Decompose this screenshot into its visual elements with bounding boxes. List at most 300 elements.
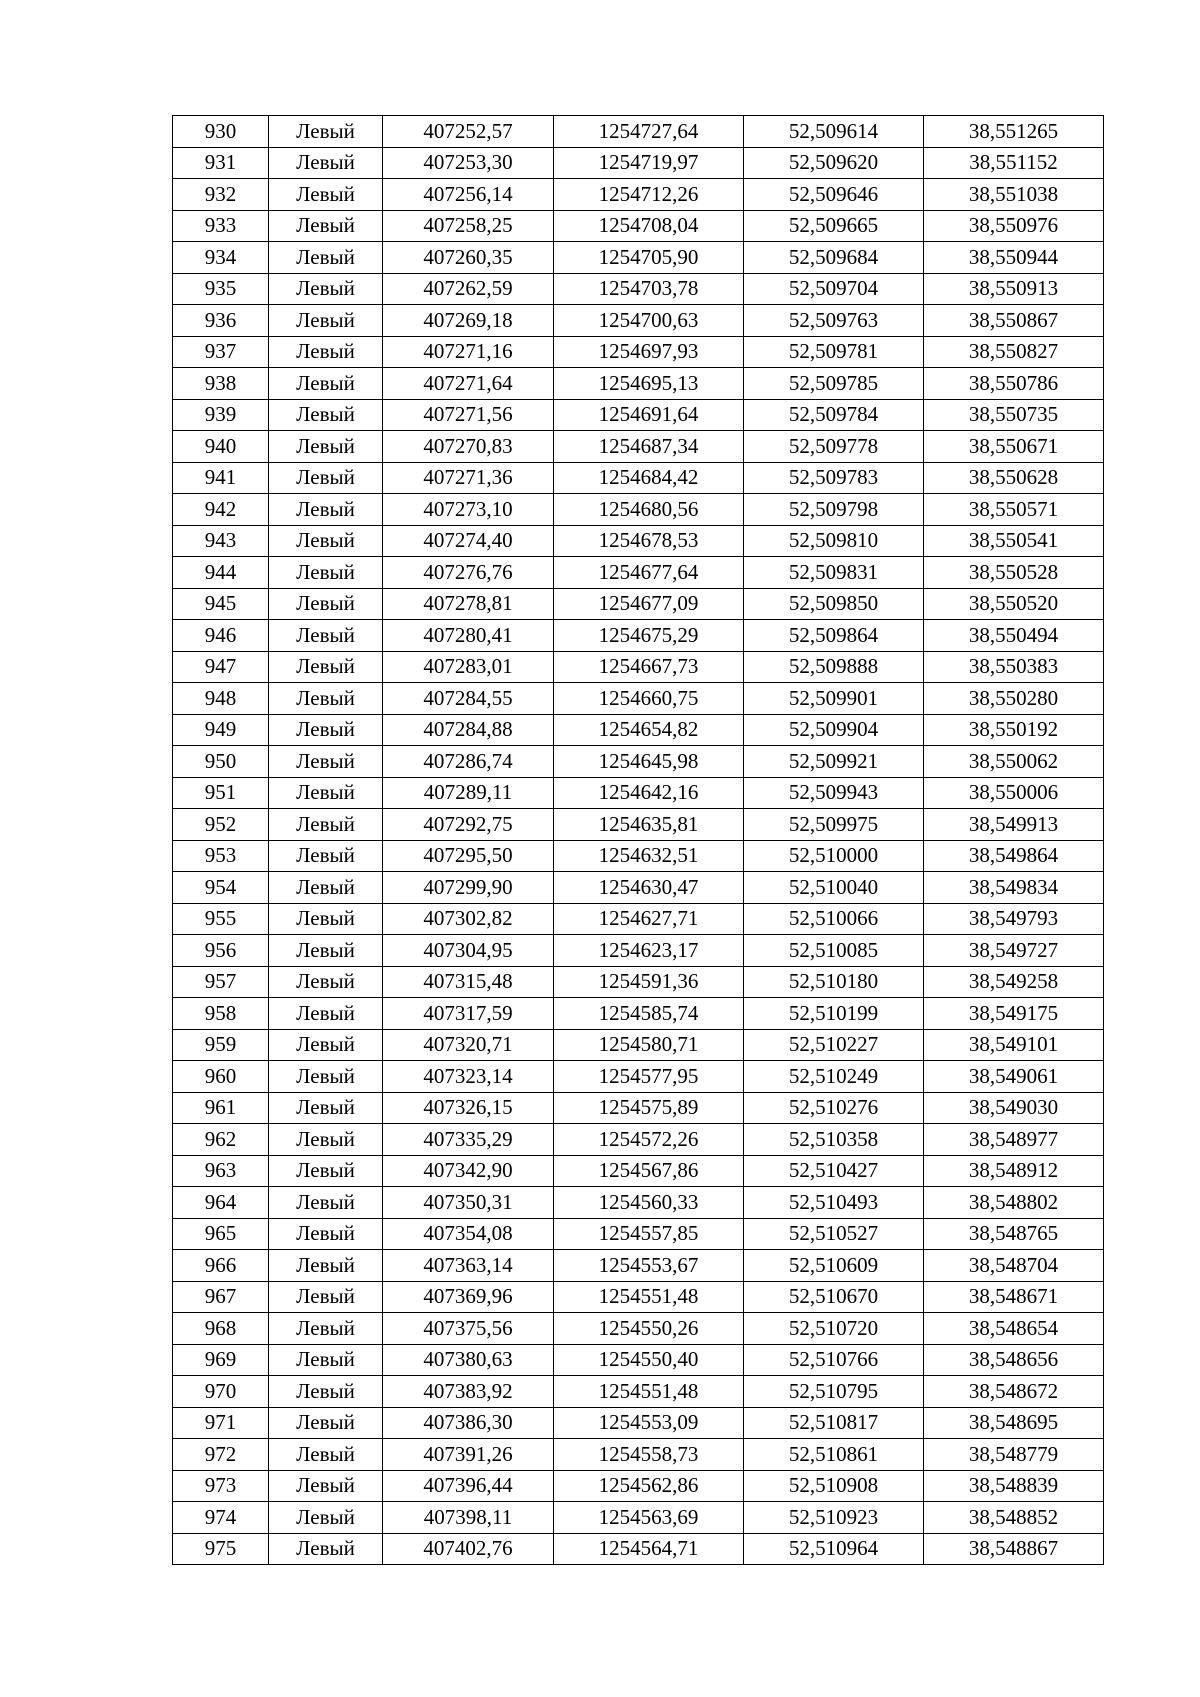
- longitude-cell: 38,550628: [924, 462, 1104, 494]
- table-row: [173, 1061, 1104, 1093]
- y-coordinate-cell: 1254695,13: [554, 368, 744, 400]
- side-cell: Левый: [269, 777, 383, 809]
- side-cell: Левый: [269, 1533, 383, 1565]
- point-number-cell: 957: [173, 966, 269, 998]
- longitude-cell: 38,549258: [924, 966, 1104, 998]
- table-row: [173, 588, 1104, 620]
- latitude-cell: 52,509665: [744, 210, 924, 242]
- x-coordinate-cell: 407271,16: [383, 336, 554, 368]
- latitude-cell: 52,509783: [744, 462, 924, 494]
- longitude-cell: 38,551152: [924, 147, 1104, 179]
- x-coordinate-cell: 407256,14: [383, 179, 554, 211]
- point-number-cell: 973: [173, 1470, 269, 1502]
- longitude-cell: 38,548839: [924, 1470, 1104, 1502]
- latitude-cell: 52,510670: [744, 1281, 924, 1313]
- table-row: [173, 872, 1104, 904]
- side-cell: Левый: [269, 305, 383, 337]
- x-coordinate-cell: 407262,59: [383, 273, 554, 305]
- side-cell: Левый: [269, 620, 383, 652]
- x-coordinate-cell: 407270,83: [383, 431, 554, 463]
- x-coordinate-cell: 407271,36: [383, 462, 554, 494]
- table-row: [173, 1187, 1104, 1219]
- point-number-cell: 950: [173, 746, 269, 778]
- y-coordinate-cell: 1254712,26: [554, 179, 744, 211]
- table-row: [173, 242, 1104, 274]
- latitude-cell: 52,510720: [744, 1313, 924, 1345]
- coordinates-table: [172, 115, 1104, 1565]
- longitude-cell: 38,548695: [924, 1407, 1104, 1439]
- longitude-cell: 38,548852: [924, 1502, 1104, 1534]
- table-row: [173, 714, 1104, 746]
- point-number-cell: 970: [173, 1376, 269, 1408]
- longitude-cell: 38,548672: [924, 1376, 1104, 1408]
- y-coordinate-cell: 1254697,93: [554, 336, 744, 368]
- x-coordinate-cell: 407284,55: [383, 683, 554, 715]
- latitude-cell: 52,510964: [744, 1533, 924, 1565]
- point-number-cell: 933: [173, 210, 269, 242]
- table-row: [173, 620, 1104, 652]
- x-coordinate-cell: 407402,76: [383, 1533, 554, 1565]
- x-coordinate-cell: 407302,82: [383, 903, 554, 935]
- side-cell: Левый: [269, 935, 383, 967]
- point-number-cell: 968: [173, 1313, 269, 1345]
- latitude-cell: 52,510199: [744, 998, 924, 1030]
- table-row: [173, 1470, 1104, 1502]
- point-number-cell: 959: [173, 1029, 269, 1061]
- table-row: [173, 746, 1104, 778]
- table-row: [173, 651, 1104, 683]
- y-coordinate-cell: 1254567,86: [554, 1155, 744, 1187]
- y-coordinate-cell: 1254577,95: [554, 1061, 744, 1093]
- side-cell: Левый: [269, 651, 383, 683]
- latitude-cell: 52,509831: [744, 557, 924, 589]
- longitude-cell: 38,550006: [924, 777, 1104, 809]
- point-number-cell: 938: [173, 368, 269, 400]
- point-number-cell: 966: [173, 1250, 269, 1282]
- side-cell: Левый: [269, 431, 383, 463]
- table-row: [173, 494, 1104, 526]
- y-coordinate-cell: 1254642,16: [554, 777, 744, 809]
- table-row: [173, 777, 1104, 809]
- point-number-cell: 932: [173, 179, 269, 211]
- longitude-cell: 38,549864: [924, 840, 1104, 872]
- x-coordinate-cell: 407315,48: [383, 966, 554, 998]
- latitude-cell: 52,509810: [744, 525, 924, 557]
- x-coordinate-cell: 407323,14: [383, 1061, 554, 1093]
- latitude-cell: 52,509798: [744, 494, 924, 526]
- latitude-cell: 52,509784: [744, 399, 924, 431]
- side-cell: Левый: [269, 683, 383, 715]
- table-row: [173, 368, 1104, 400]
- side-cell: Левый: [269, 242, 383, 274]
- y-coordinate-cell: 1254551,48: [554, 1376, 744, 1408]
- side-cell: Левый: [269, 1187, 383, 1219]
- x-coordinate-cell: 407271,64: [383, 368, 554, 400]
- point-number-cell: 969: [173, 1344, 269, 1376]
- point-number-cell: 941: [173, 462, 269, 494]
- x-coordinate-cell: 407286,74: [383, 746, 554, 778]
- x-coordinate-cell: 407354,08: [383, 1218, 554, 1250]
- y-coordinate-cell: 1254687,34: [554, 431, 744, 463]
- longitude-cell: 38,548654: [924, 1313, 1104, 1345]
- latitude-cell: 52,510249: [744, 1061, 924, 1093]
- side-cell: Левый: [269, 494, 383, 526]
- point-number-cell: 956: [173, 935, 269, 967]
- y-coordinate-cell: 1254557,85: [554, 1218, 744, 1250]
- longitude-cell: 38,549913: [924, 809, 1104, 841]
- latitude-cell: 52,510861: [744, 1439, 924, 1471]
- latitude-cell: 52,510066: [744, 903, 924, 935]
- y-coordinate-cell: 1254551,48: [554, 1281, 744, 1313]
- side-cell: Левый: [269, 116, 383, 148]
- point-number-cell: 947: [173, 651, 269, 683]
- point-number-cell: 935: [173, 273, 269, 305]
- latitude-cell: 52,509921: [744, 746, 924, 778]
- point-number-cell: 952: [173, 809, 269, 841]
- table-row: [173, 1313, 1104, 1345]
- latitude-cell: 52,509778: [744, 431, 924, 463]
- table-row: [173, 935, 1104, 967]
- x-coordinate-cell: 407292,75: [383, 809, 554, 841]
- y-coordinate-cell: 1254553,67: [554, 1250, 744, 1282]
- x-coordinate-cell: 407289,11: [383, 777, 554, 809]
- longitude-cell: 38,548765: [924, 1218, 1104, 1250]
- latitude-cell: 52,509888: [744, 651, 924, 683]
- longitude-cell: 38,548867: [924, 1533, 1104, 1565]
- y-coordinate-cell: 1254562,86: [554, 1470, 744, 1502]
- side-cell: Левый: [269, 1313, 383, 1345]
- side-cell: Левый: [269, 809, 383, 841]
- latitude-cell: 52,509614: [744, 116, 924, 148]
- side-cell: Левый: [269, 147, 383, 179]
- side-cell: Левый: [269, 588, 383, 620]
- longitude-cell: 38,548656: [924, 1344, 1104, 1376]
- side-cell: Левый: [269, 336, 383, 368]
- x-coordinate-cell: 407375,56: [383, 1313, 554, 1345]
- x-coordinate-cell: 407386,30: [383, 1407, 554, 1439]
- side-cell: Левый: [269, 746, 383, 778]
- longitude-cell: 38,549030: [924, 1092, 1104, 1124]
- y-coordinate-cell: 1254632,51: [554, 840, 744, 872]
- longitude-cell: 38,549834: [924, 872, 1104, 904]
- x-coordinate-cell: 407342,90: [383, 1155, 554, 1187]
- longitude-cell: 38,550192: [924, 714, 1104, 746]
- y-coordinate-cell: 1254700,63: [554, 305, 744, 337]
- point-number-cell: 930: [173, 116, 269, 148]
- table-row: [173, 1092, 1104, 1124]
- point-number-cell: 945: [173, 588, 269, 620]
- point-number-cell: 971: [173, 1407, 269, 1439]
- side-cell: Левый: [269, 1218, 383, 1250]
- table-row: [173, 336, 1104, 368]
- table-row: [173, 840, 1104, 872]
- y-coordinate-cell: 1254727,64: [554, 116, 744, 148]
- point-number-cell: 964: [173, 1187, 269, 1219]
- longitude-cell: 38,549727: [924, 935, 1104, 967]
- x-coordinate-cell: 407304,95: [383, 935, 554, 967]
- table-row: [173, 1250, 1104, 1282]
- longitude-cell: 38,550541: [924, 525, 1104, 557]
- side-cell: Левый: [269, 1502, 383, 1534]
- x-coordinate-cell: 407273,10: [383, 494, 554, 526]
- table-row: [173, 305, 1104, 337]
- side-cell: Левый: [269, 1124, 383, 1156]
- x-coordinate-cell: 407380,63: [383, 1344, 554, 1376]
- side-cell: Левый: [269, 998, 383, 1030]
- table-row: [173, 1502, 1104, 1534]
- latitude-cell: 52,509704: [744, 273, 924, 305]
- y-coordinate-cell: 1254703,78: [554, 273, 744, 305]
- longitude-cell: 38,548779: [924, 1439, 1104, 1471]
- side-cell: Левый: [269, 840, 383, 872]
- table-row: [173, 147, 1104, 179]
- table-row: [173, 809, 1104, 841]
- latitude-cell: 52,509901: [744, 683, 924, 715]
- side-cell: Левый: [269, 966, 383, 998]
- table-row: [173, 431, 1104, 463]
- x-coordinate-cell: 407252,57: [383, 116, 554, 148]
- x-coordinate-cell: 407363,14: [383, 1250, 554, 1282]
- latitude-cell: 52,509850: [744, 588, 924, 620]
- y-coordinate-cell: 1254572,26: [554, 1124, 744, 1156]
- longitude-cell: 38,551265: [924, 116, 1104, 148]
- x-coordinate-cell: 407350,31: [383, 1187, 554, 1219]
- x-coordinate-cell: 407369,96: [383, 1281, 554, 1313]
- latitude-cell: 52,509975: [744, 809, 924, 841]
- x-coordinate-cell: 407258,25: [383, 210, 554, 242]
- x-coordinate-cell: 407260,35: [383, 242, 554, 274]
- side-cell: Левый: [269, 179, 383, 211]
- side-cell: Левый: [269, 273, 383, 305]
- y-coordinate-cell: 1254580,71: [554, 1029, 744, 1061]
- longitude-cell: 38,549101: [924, 1029, 1104, 1061]
- longitude-cell: 38,550520: [924, 588, 1104, 620]
- y-coordinate-cell: 1254684,42: [554, 462, 744, 494]
- y-coordinate-cell: 1254550,26: [554, 1313, 744, 1345]
- side-cell: Левый: [269, 872, 383, 904]
- table-row: [173, 1439, 1104, 1471]
- latitude-cell: 52,510085: [744, 935, 924, 967]
- latitude-cell: 52,509785: [744, 368, 924, 400]
- y-coordinate-cell: 1254564,71: [554, 1533, 744, 1565]
- side-cell: Левый: [269, 1250, 383, 1282]
- y-coordinate-cell: 1254591,36: [554, 966, 744, 998]
- latitude-cell: 52,510040: [744, 872, 924, 904]
- latitude-cell: 52,510766: [744, 1344, 924, 1376]
- table-row: [173, 1376, 1104, 1408]
- point-number-cell: 958: [173, 998, 269, 1030]
- table-row: [173, 683, 1104, 715]
- y-coordinate-cell: 1254654,82: [554, 714, 744, 746]
- longitude-cell: 38,548671: [924, 1281, 1104, 1313]
- side-cell: Левый: [269, 903, 383, 935]
- point-number-cell: 953: [173, 840, 269, 872]
- y-coordinate-cell: 1254667,73: [554, 651, 744, 683]
- point-number-cell: 934: [173, 242, 269, 274]
- longitude-cell: 38,548912: [924, 1155, 1104, 1187]
- x-coordinate-cell: 407271,56: [383, 399, 554, 431]
- point-number-cell: 948: [173, 683, 269, 715]
- latitude-cell: 52,510227: [744, 1029, 924, 1061]
- latitude-cell: 52,509904: [744, 714, 924, 746]
- x-coordinate-cell: 407295,50: [383, 840, 554, 872]
- longitude-cell: 38,550944: [924, 242, 1104, 274]
- longitude-cell: 38,550786: [924, 368, 1104, 400]
- point-number-cell: 937: [173, 336, 269, 368]
- side-cell: Левый: [269, 1281, 383, 1313]
- x-coordinate-cell: 407317,59: [383, 998, 554, 1030]
- table-row: [173, 179, 1104, 211]
- x-coordinate-cell: 407280,41: [383, 620, 554, 652]
- table-row: [173, 1533, 1104, 1565]
- latitude-cell: 52,510923: [744, 1502, 924, 1534]
- latitude-cell: 52,510000: [744, 840, 924, 872]
- table-row: [173, 557, 1104, 589]
- latitude-cell: 52,509684: [744, 242, 924, 274]
- point-number-cell: 967: [173, 1281, 269, 1313]
- y-coordinate-cell: 1254719,97: [554, 147, 744, 179]
- y-coordinate-cell: 1254691,64: [554, 399, 744, 431]
- side-cell: Левый: [269, 1470, 383, 1502]
- x-coordinate-cell: 407276,76: [383, 557, 554, 589]
- longitude-cell: 38,549061: [924, 1061, 1104, 1093]
- latitude-cell: 52,510817: [744, 1407, 924, 1439]
- x-coordinate-cell: 407391,26: [383, 1439, 554, 1471]
- point-number-cell: 974: [173, 1502, 269, 1534]
- y-coordinate-cell: 1254627,71: [554, 903, 744, 935]
- y-coordinate-cell: 1254550,40: [554, 1344, 744, 1376]
- side-cell: Левый: [269, 714, 383, 746]
- y-coordinate-cell: 1254660,75: [554, 683, 744, 715]
- longitude-cell: 38,551038: [924, 179, 1104, 211]
- y-coordinate-cell: 1254635,81: [554, 809, 744, 841]
- table-row: [173, 210, 1104, 242]
- longitude-cell: 38,548977: [924, 1124, 1104, 1156]
- side-cell: Левый: [269, 557, 383, 589]
- point-number-cell: 963: [173, 1155, 269, 1187]
- point-number-cell: 965: [173, 1218, 269, 1250]
- point-number-cell: 954: [173, 872, 269, 904]
- point-number-cell: 940: [173, 431, 269, 463]
- point-number-cell: 936: [173, 305, 269, 337]
- point-number-cell: 975: [173, 1533, 269, 1565]
- table-row: [173, 1281, 1104, 1313]
- table-row: [173, 399, 1104, 431]
- longitude-cell: 38,550062: [924, 746, 1104, 778]
- table-row: [173, 966, 1104, 998]
- y-coordinate-cell: 1254708,04: [554, 210, 744, 242]
- y-coordinate-cell: 1254558,73: [554, 1439, 744, 1471]
- x-coordinate-cell: 407398,11: [383, 1502, 554, 1534]
- x-coordinate-cell: 407335,29: [383, 1124, 554, 1156]
- table-row: [173, 525, 1104, 557]
- y-coordinate-cell: 1254705,90: [554, 242, 744, 274]
- point-number-cell: 962: [173, 1124, 269, 1156]
- longitude-cell: 38,550867: [924, 305, 1104, 337]
- x-coordinate-cell: 407396,44: [383, 1470, 554, 1502]
- point-number-cell: 943: [173, 525, 269, 557]
- side-cell: Левый: [269, 1029, 383, 1061]
- x-coordinate-cell: 407253,30: [383, 147, 554, 179]
- longitude-cell: 38,549793: [924, 903, 1104, 935]
- table-row: [173, 1407, 1104, 1439]
- x-coordinate-cell: 407326,15: [383, 1092, 554, 1124]
- side-cell: Левый: [269, 1155, 383, 1187]
- longitude-cell: 38,548802: [924, 1187, 1104, 1219]
- y-coordinate-cell: 1254675,29: [554, 620, 744, 652]
- latitude-cell: 52,509864: [744, 620, 924, 652]
- y-coordinate-cell: 1254677,64: [554, 557, 744, 589]
- longitude-cell: 38,550528: [924, 557, 1104, 589]
- x-coordinate-cell: 407274,40: [383, 525, 554, 557]
- latitude-cell: 52,509620: [744, 147, 924, 179]
- longitude-cell: 38,550494: [924, 620, 1104, 652]
- table-row: [173, 116, 1104, 148]
- latitude-cell: 52,510908: [744, 1470, 924, 1502]
- longitude-cell: 38,550827: [924, 336, 1104, 368]
- y-coordinate-cell: 1254575,89: [554, 1092, 744, 1124]
- longitude-cell: 38,550280: [924, 683, 1104, 715]
- longitude-cell: 38,550913: [924, 273, 1104, 305]
- point-number-cell: 931: [173, 147, 269, 179]
- x-coordinate-cell: 407283,01: [383, 651, 554, 683]
- table-row: [173, 1344, 1104, 1376]
- y-coordinate-cell: 1254678,53: [554, 525, 744, 557]
- longitude-cell: 38,550735: [924, 399, 1104, 431]
- point-number-cell: 972: [173, 1439, 269, 1471]
- y-coordinate-cell: 1254623,17: [554, 935, 744, 967]
- side-cell: Левый: [269, 368, 383, 400]
- table-row: [173, 1218, 1104, 1250]
- table-row: [173, 903, 1104, 935]
- side-cell: Левый: [269, 1439, 383, 1471]
- longitude-cell: 38,548704: [924, 1250, 1104, 1282]
- point-number-cell: 960: [173, 1061, 269, 1093]
- y-coordinate-cell: 1254563,69: [554, 1502, 744, 1534]
- point-number-cell: 949: [173, 714, 269, 746]
- y-coordinate-cell: 1254645,98: [554, 746, 744, 778]
- table-row: [173, 462, 1104, 494]
- side-cell: Левый: [269, 525, 383, 557]
- point-number-cell: 955: [173, 903, 269, 935]
- side-cell: Левый: [269, 462, 383, 494]
- point-number-cell: 944: [173, 557, 269, 589]
- latitude-cell: 52,510358: [744, 1124, 924, 1156]
- y-coordinate-cell: 1254680,56: [554, 494, 744, 526]
- side-cell: Левый: [269, 210, 383, 242]
- longitude-cell: 38,550571: [924, 494, 1104, 526]
- latitude-cell: 52,510493: [744, 1187, 924, 1219]
- latitude-cell: 52,510276: [744, 1092, 924, 1124]
- x-coordinate-cell: 407278,81: [383, 588, 554, 620]
- coordinates-table-body: [173, 116, 1104, 1565]
- side-cell: Левый: [269, 1407, 383, 1439]
- latitude-cell: 52,509781: [744, 336, 924, 368]
- latitude-cell: 52,509943: [744, 777, 924, 809]
- y-coordinate-cell: 1254677,09: [554, 588, 744, 620]
- x-coordinate-cell: 407299,90: [383, 872, 554, 904]
- x-coordinate-cell: 407383,92: [383, 1376, 554, 1408]
- latitude-cell: 52,510609: [744, 1250, 924, 1282]
- point-number-cell: 961: [173, 1092, 269, 1124]
- side-cell: Левый: [269, 1061, 383, 1093]
- longitude-cell: 38,550383: [924, 651, 1104, 683]
- table-row: [173, 1124, 1104, 1156]
- point-number-cell: 942: [173, 494, 269, 526]
- point-number-cell: 951: [173, 777, 269, 809]
- table-row: [173, 1155, 1104, 1187]
- table-row: [173, 998, 1104, 1030]
